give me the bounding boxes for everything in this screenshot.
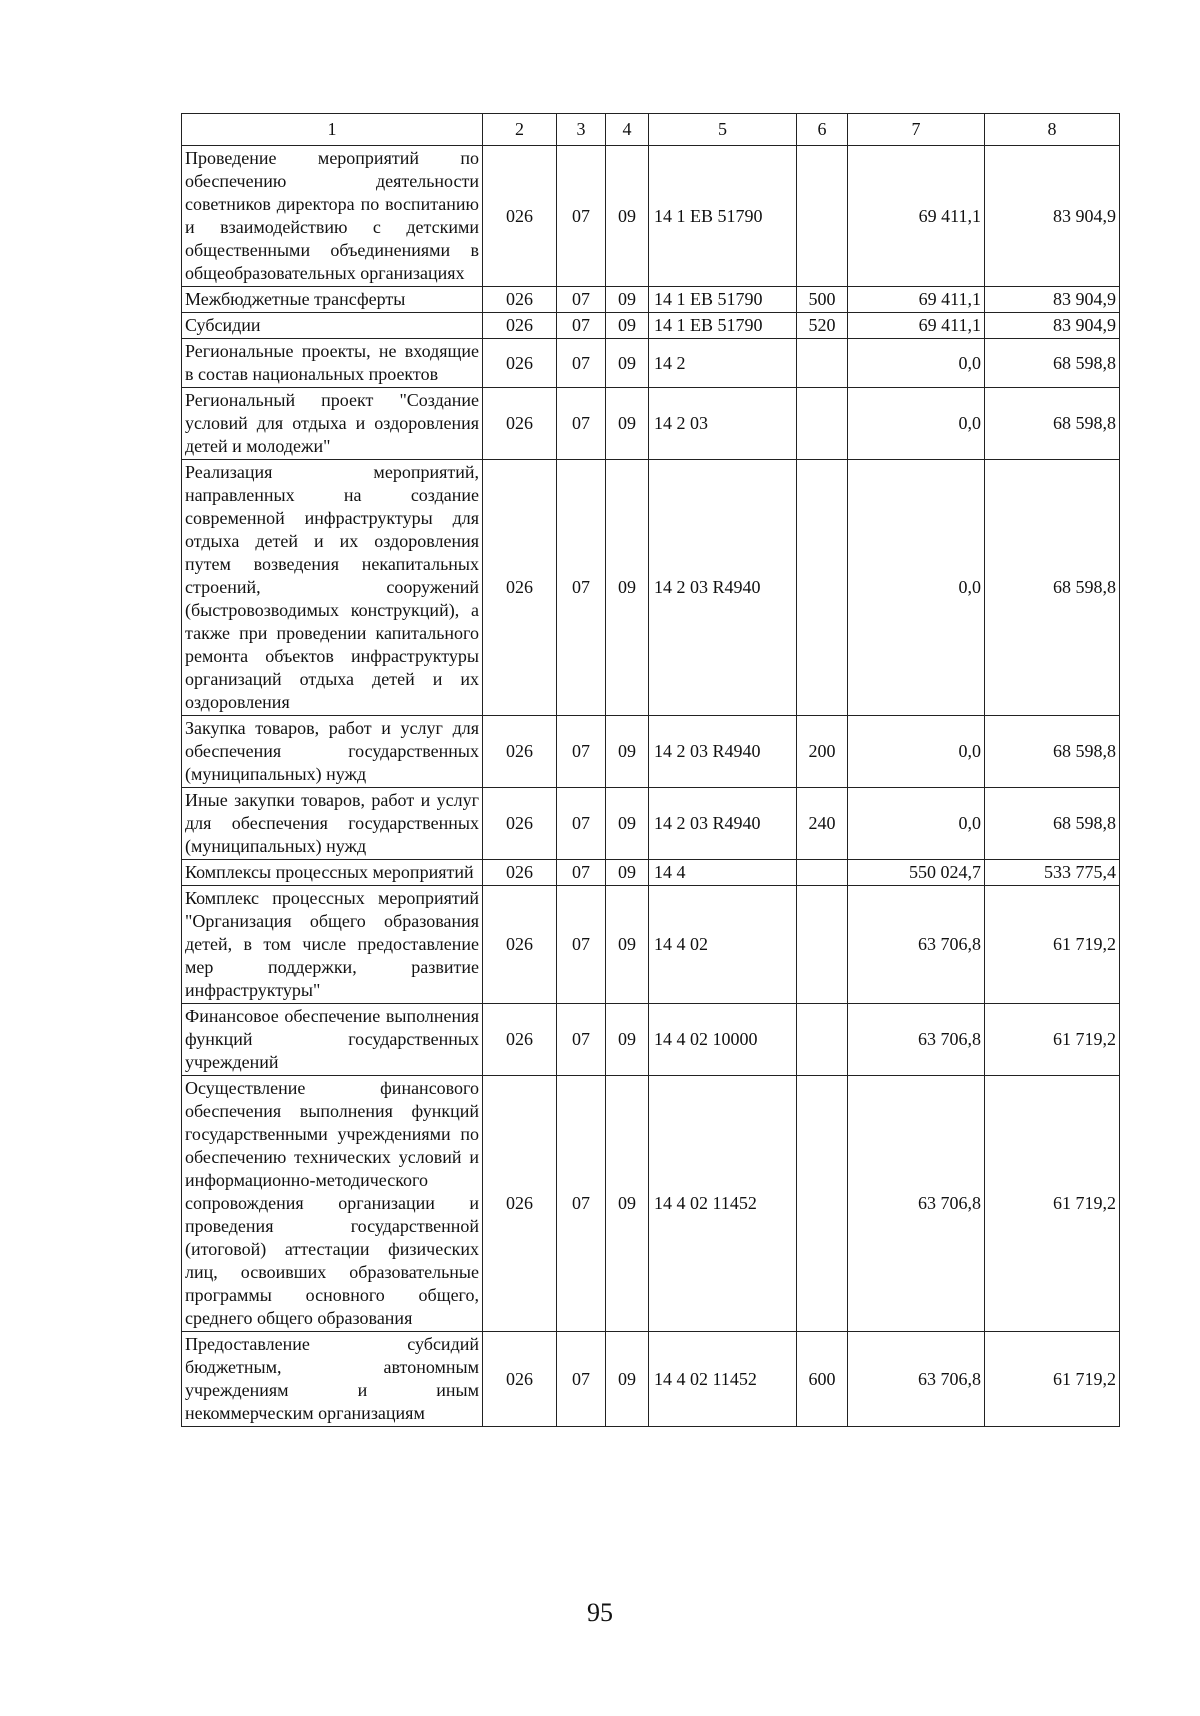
table-row — [182, 460, 1120, 716]
ministry-code-cell: 026 — [483, 146, 557, 287]
target-article-cell: 14 4 02 — [649, 886, 797, 1004]
amount-year2-cell: 83 904,9 — [985, 287, 1120, 313]
expense-name-cell: Межбюджетные трансферты — [182, 287, 483, 313]
subsection-code-cell: 09 — [606, 313, 649, 339]
ministry-code-cell: 026 — [483, 460, 557, 716]
target-article-cell: 14 1 ЕВ 51790 — [649, 313, 797, 339]
target-article-cell: 14 1 ЕВ 51790 — [649, 287, 797, 313]
amount-year2-cell: 533 775,4 — [985, 860, 1120, 886]
table-row — [182, 1004, 1120, 1076]
table-row — [182, 146, 1120, 287]
ministry-code-cell: 026 — [483, 388, 557, 460]
amount-year1-cell: 69 411,1 — [848, 313, 985, 339]
subsection-code-cell: 09 — [606, 1004, 649, 1076]
expense-type-cell — [797, 1076, 848, 1332]
table-row — [182, 886, 1120, 1004]
amount-year1-cell: 0,0 — [848, 460, 985, 716]
subsection-code-cell: 09 — [606, 287, 649, 313]
header-cell: 6 — [797, 114, 848, 146]
amount-year1-cell: 0,0 — [848, 339, 985, 388]
expense-type-cell — [797, 460, 848, 716]
subsection-code-cell: 09 — [606, 788, 649, 860]
amount-year1-cell: 0,0 — [848, 716, 985, 788]
subsection-code-cell: 09 — [606, 339, 649, 388]
table-row — [182, 388, 1120, 460]
amount-year1-cell: 69 411,1 — [848, 287, 985, 313]
section-code-cell: 07 — [557, 1076, 606, 1332]
expense-type-cell — [797, 146, 848, 287]
header-cell: 5 — [649, 114, 797, 146]
budget-table — [181, 113, 1120, 1427]
expense-type-cell: 240 — [797, 788, 848, 860]
table-row — [182, 716, 1120, 788]
expense-type-cell — [797, 886, 848, 1004]
table-row — [182, 860, 1120, 886]
header-cell: 1 — [182, 114, 483, 146]
header-cell: 4 — [606, 114, 649, 146]
expense-name-cell: Иные закупки товаров, работ и услуг для обеспечения государственных (муниципальных) нужд — [182, 788, 483, 860]
amount-year2-cell: 68 598,8 — [985, 388, 1120, 460]
expense-name-cell: Финансовое обеспечение выполнения функций государственных учреждений — [182, 1004, 483, 1076]
amount-year2-cell: 68 598,8 — [985, 339, 1120, 388]
amount-year2-cell: 83 904,9 — [985, 313, 1120, 339]
target-article-cell: 14 4 02 11452 — [649, 1332, 797, 1427]
target-article-cell: 14 4 02 10000 — [649, 1004, 797, 1076]
section-code-cell: 07 — [557, 788, 606, 860]
amount-year2-cell: 68 598,8 — [985, 460, 1120, 716]
table-row — [182, 1332, 1120, 1427]
expense-name-cell: Региональный проект "Создание условий для отдыха и оздоровления детей и молодежи" — [182, 388, 483, 460]
amount-year1-cell: 550 024,7 — [848, 860, 985, 886]
section-code-cell: 07 — [557, 1332, 606, 1427]
subsection-code-cell: 09 — [606, 146, 649, 287]
amount-year1-cell: 0,0 — [848, 788, 985, 860]
section-code-cell: 07 — [557, 146, 606, 287]
amount-year1-cell: 0,0 — [848, 388, 985, 460]
amount-year2-cell: 68 598,8 — [985, 788, 1120, 860]
amount-year1-cell: 63 706,8 — [848, 1076, 985, 1332]
amount-year1-cell: 63 706,8 — [848, 886, 985, 1004]
ministry-code-cell: 026 — [483, 716, 557, 788]
expense-name-cell: Комплекс процессных мероприятий "Организация общего образования детей, в том числе предоставление мер поддержки, развитие инфраструктуры" — [182, 886, 483, 1004]
subsection-code-cell: 09 — [606, 460, 649, 716]
amount-year2-cell: 61 719,2 — [985, 886, 1120, 1004]
expense-name-cell: Проведение мероприятий по обеспечению деятельности советников директора по воспитанию и взаимодействию с детскими общественными объединениями в общеобразовательных организациях — [182, 146, 483, 287]
expense-name-cell: Комплексы процессных мероприятий — [182, 860, 483, 886]
ministry-code-cell: 026 — [483, 1004, 557, 1076]
subsection-code-cell: 09 — [606, 860, 649, 886]
amount-year2-cell: 61 719,2 — [985, 1004, 1120, 1076]
header-cell: 3 — [557, 114, 606, 146]
target-article-cell: 14 2 03 R4940 — [649, 460, 797, 716]
ministry-code-cell: 026 — [483, 1332, 557, 1427]
section-code-cell: 07 — [557, 716, 606, 788]
expense-type-cell — [797, 388, 848, 460]
expense-name-cell: Региональные проекты, не входящие в состав национальных проектов — [182, 339, 483, 388]
header-cell: 2 — [483, 114, 557, 146]
expense-type-cell — [797, 339, 848, 388]
expense-name-cell: Реализация мероприятий, направленных на создание современной инфраструктуры для отдыха детей и их оздоровления путем возведения некапитальных строений, сооружений (быстровозводимых конструкций), а также при проведении капитального ремонта объектов инфраструктуры организаций отдыха детей и их оздоровления — [182, 460, 483, 716]
header-cell: 7 — [848, 114, 985, 146]
target-article-cell: 14 2 — [649, 339, 797, 388]
expense-name-cell: Предоставление субсидий бюджетным, автономным учреждениям и иным некоммерческим организациям — [182, 1332, 483, 1427]
amount-year2-cell: 68 598,8 — [985, 716, 1120, 788]
subsection-code-cell: 09 — [606, 1076, 649, 1332]
target-article-cell: 14 2 03 — [649, 388, 797, 460]
table-row — [182, 788, 1120, 860]
ministry-code-cell: 026 — [483, 339, 557, 388]
table-body — [182, 146, 1120, 1427]
ministry-code-cell: 026 — [483, 886, 557, 1004]
expense-type-cell: 600 — [797, 1332, 848, 1427]
page-number: 95 — [587, 1598, 613, 1627]
subsection-code-cell: 09 — [606, 388, 649, 460]
amount-year2-cell: 61 719,2 — [985, 1332, 1120, 1427]
target-article-cell: 14 1 ЕВ 51790 — [649, 146, 797, 287]
section-code-cell: 07 — [557, 287, 606, 313]
target-article-cell: 14 2 03 R4940 — [649, 716, 797, 788]
expense-type-cell: 200 — [797, 716, 848, 788]
ministry-code-cell: 026 — [483, 860, 557, 886]
section-code-cell: 07 — [557, 388, 606, 460]
target-article-cell: 14 4 02 11452 — [649, 1076, 797, 1332]
expense-name-cell: Субсидии — [182, 313, 483, 339]
ministry-code-cell: 026 — [483, 788, 557, 860]
ministry-code-cell: 026 — [483, 287, 557, 313]
section-code-cell: 07 — [557, 886, 606, 1004]
expense-type-cell — [797, 860, 848, 886]
target-article-cell: 14 4 — [649, 860, 797, 886]
subsection-code-cell: 09 — [606, 886, 649, 1004]
expense-name-cell: Закупка товаров, работ и услуг для обеспечения государственных (муниципальных) нужд — [182, 716, 483, 788]
subsection-code-cell: 09 — [606, 716, 649, 788]
table-row — [182, 287, 1120, 313]
amount-year2-cell: 61 719,2 — [985, 1076, 1120, 1332]
header-row — [182, 114, 1120, 146]
amount-year1-cell: 63 706,8 — [848, 1332, 985, 1427]
ministry-code-cell: 026 — [483, 313, 557, 339]
expense-type-cell: 500 — [797, 287, 848, 313]
amount-year2-cell: 83 904,9 — [985, 146, 1120, 287]
table-row — [182, 1076, 1120, 1332]
ministry-code-cell: 026 — [483, 1076, 557, 1332]
header-cell: 8 — [985, 114, 1120, 146]
section-code-cell: 07 — [557, 460, 606, 716]
target-article-cell: 14 2 03 R4940 — [649, 788, 797, 860]
section-code-cell: 07 — [557, 313, 606, 339]
table-row — [182, 313, 1120, 339]
section-code-cell: 07 — [557, 1004, 606, 1076]
section-code-cell: 07 — [557, 860, 606, 886]
expense-type-cell: 520 — [797, 313, 848, 339]
expense-type-cell — [797, 1004, 848, 1076]
subsection-code-cell: 09 — [606, 1332, 649, 1427]
amount-year1-cell: 69 411,1 — [848, 146, 985, 287]
section-code-cell: 07 — [557, 339, 606, 388]
amount-year1-cell: 63 706,8 — [848, 1004, 985, 1076]
expense-name-cell: Осуществление финансового обеспечения выполнения функций государственными учреждениями по обеспечению технических условий и информационно-методического сопровождения организации и проведения государственной (итоговой) аттестации физических лиц, освоивших образовательные программы основного общего, среднего общего образования — [182, 1076, 483, 1332]
table-row — [182, 339, 1120, 388]
